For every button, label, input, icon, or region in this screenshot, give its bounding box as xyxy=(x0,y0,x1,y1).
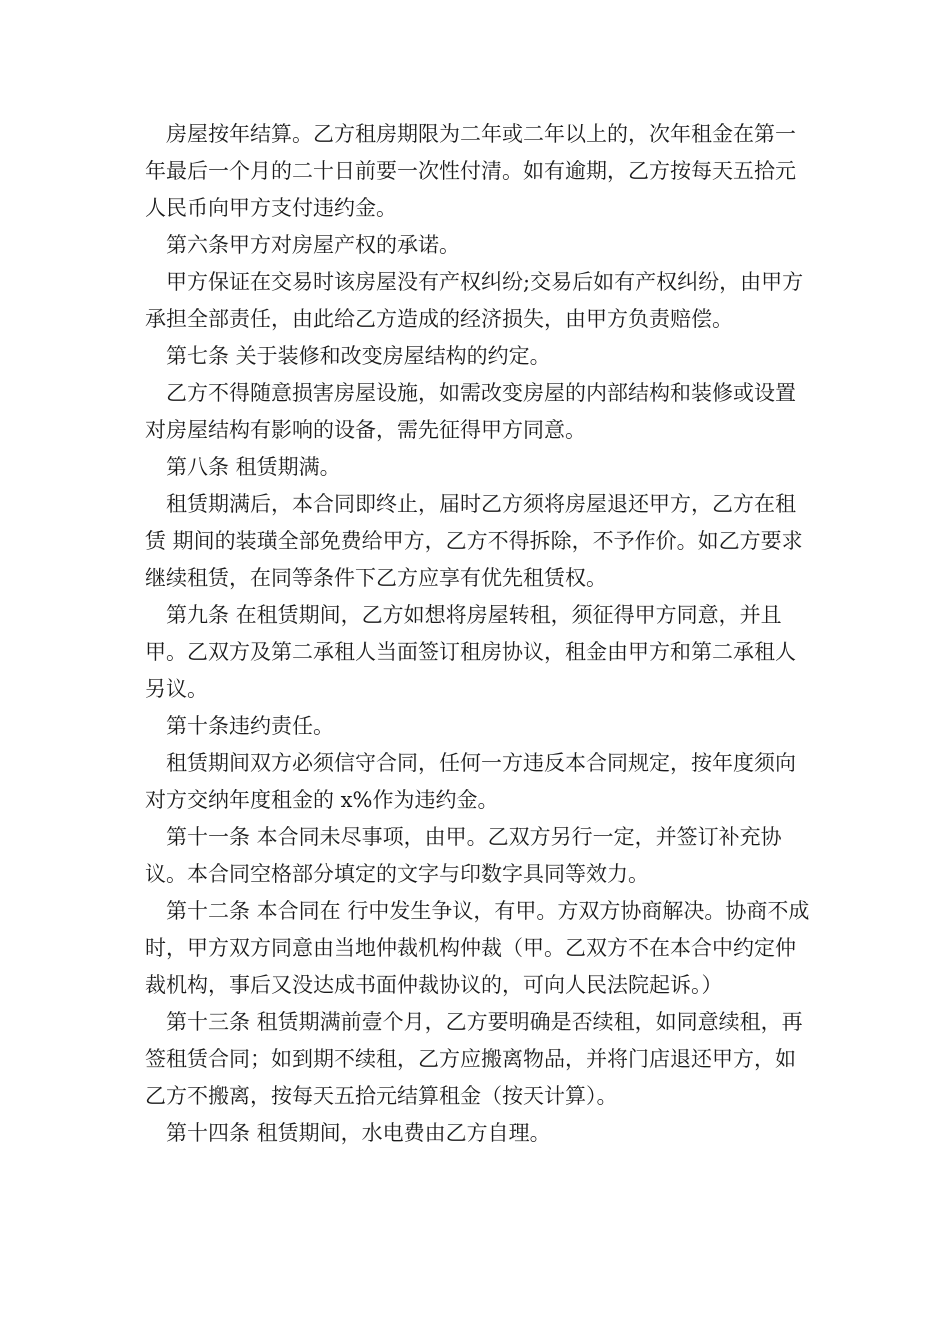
clause-8-heading: 第八条 租赁期满。 xyxy=(166,455,341,479)
paragraph-annual-settlement: 房屋按年结算。乙方租房期限为二年或二年以上的，次年租金在第一年最后一个月的二十日前要一次性付清。如有逾期，乙方按每天五拾元人民币向甲方支付违约金。 xyxy=(145,122,796,220)
contract-body xyxy=(145,116,813,1152)
clause-13-text: 第十三条 租赁期满前壹个月，乙方要明确是否续租，如同意续租，再签租赁合同；如到期不续租，乙方应搬离物品，并将门店退还甲方，如乙方不搬离，按每天五拾元结算租金（按天计算）。 xyxy=(145,1010,803,1108)
clause-12-text: 第十二条 本合同在 行中发生争议，有甲。方双方协商解决。协商不成时，甲方双方同意由当地仲裁机构仲裁（甲。乙双方不在本合中约定仲裁机构，事后又没达成书面仲裁协议的，可向人民法院起诉。） xyxy=(145,899,810,997)
clause-8-text: 租赁期满后，本合同即终止，届时乙方须将房屋退还甲方，乙方在租赁 期间的装璜全部免费给甲方，乙方不得拆除，不予作价。如乙方要求继续租赁，在同等条件下乙方应享有优先租赁权。 xyxy=(145,492,803,590)
clause-6-text: 甲方保证在交易时该房屋没有产权纠纷;交易后如有产权纠纷，由甲方承担全部责任，由此给乙方造成的经济损失，由甲方负责赔偿。 xyxy=(145,270,804,331)
clause-7-heading: 第七条 关于装修和改变房屋结构的约定。 xyxy=(166,344,551,368)
clause-11-text: 第十一条 本合同未尽事项，由甲。乙双方另行一定，并签订补充协议。本合同空格部分填定的文字与印数字具同等效力。 xyxy=(145,825,782,886)
clause-14-text: 第十四条 租赁期间，水电费由乙方自理。 xyxy=(166,1121,551,1145)
clause-10-text: 租赁期间双方必须信守合同，任何一方违反本合同规定，按年度须向对方交纳年度租金的 x%作为违约金。 xyxy=(145,751,796,812)
clause-10-heading: 第十条违约责任。 xyxy=(166,714,334,738)
clause-6-heading: 第六条甲方对房屋产权的承诺。 xyxy=(166,233,460,257)
clause-7-text: 乙方不得随意损害房屋设施，如需改变房屋的内部结构和装修或设置对房屋结构有影响的设备，需先征得甲方同意。 xyxy=(145,381,796,442)
clause-9-text: 第九条 在租赁期间，乙方如想将房屋转租，须征得甲方同意，并且甲。乙双方及第二承租人当面签订租房协议，租金由甲方和第二承租人另议。 xyxy=(145,603,796,701)
